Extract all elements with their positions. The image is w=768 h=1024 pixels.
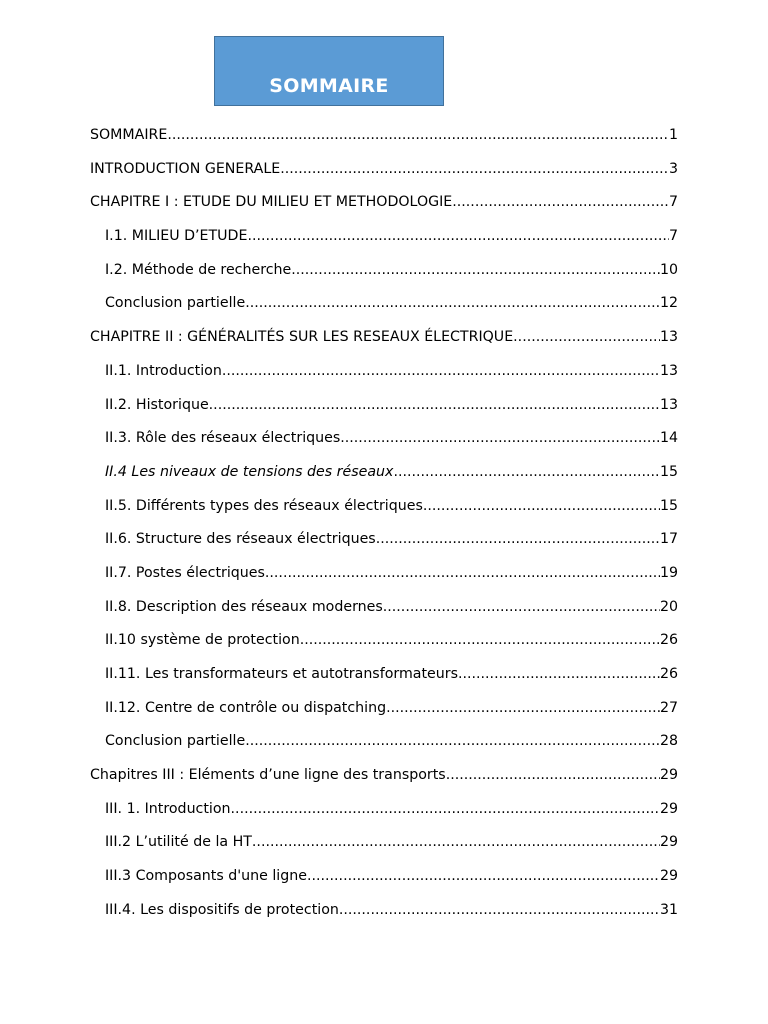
toc-entry-page-number: 29 (659, 834, 678, 851)
toc-entry-page-number: 15 (659, 497, 678, 514)
toc-entry[interactable] (90, 663, 678, 697)
toc-entry[interactable] (90, 697, 678, 731)
toc-entry[interactable] (90, 225, 678, 259)
toc-entry-page-number: 1 (668, 127, 678, 143)
toc-entry-page-number: 7 (668, 194, 678, 211)
toc-leader-dots (452, 191, 669, 213)
toc-entry-page-number: 13 (659, 329, 678, 346)
toc-entry-label: SOMMAIRE (90, 127, 168, 143)
toc-leader-dots (513, 326, 660, 348)
toc-entry-label: II.8. Description des réseaux modernes (105, 598, 383, 615)
toc-entry-label: I.2. Méthode de recherche (105, 261, 292, 278)
toc-entry-label: III.3 Composants d'une ligne (105, 868, 307, 885)
toc-entry[interactable] (90, 461, 678, 495)
toc-leader-dots (300, 629, 660, 651)
toc-entry-label: II.6. Structure des réseaux électriques (105, 531, 376, 548)
toc-entry-label: II.7. Postes électriques (105, 564, 265, 581)
toc-entry-label: I.1. MILIEU D’ETUDE (105, 228, 248, 245)
toc-leader-dots (209, 394, 660, 416)
toc-entry-label: II.10 système de protection (105, 632, 300, 649)
toc-entry-label: Conclusion partielle (105, 733, 246, 750)
toc-entry[interactable] (90, 798, 678, 832)
toc-entry[interactable] (90, 191, 678, 225)
toc-leader-dots (340, 427, 660, 449)
toc-leader-dots (291, 259, 660, 281)
toc-entry[interactable] (90, 730, 678, 764)
toc-leader-dots (222, 360, 660, 382)
toc-entry-page-number: 13 (659, 362, 678, 379)
toc-leader-dots (280, 158, 669, 180)
toc-entry[interactable] (90, 292, 678, 326)
toc-entry-label: III. 1. Introduction (105, 800, 231, 817)
toc-entry[interactable] (90, 259, 678, 293)
toc-leader-dots (383, 596, 660, 618)
toc-entry[interactable] (90, 596, 678, 630)
toc-entry-label: III.2 L’utilité de la HT (105, 834, 252, 851)
toc-leader-dots (247, 225, 669, 247)
toc-entry-page-number: 19 (659, 564, 678, 581)
toc-leader-dots (458, 663, 660, 685)
toc-entry-page-number: 14 (659, 430, 678, 447)
toc-entry-label: II.4 Les niveaux de tensions des réseaux (105, 463, 394, 480)
toc-entry-page-number: 31 (659, 901, 678, 918)
toc-leader-dots (265, 562, 660, 584)
toc-entry[interactable] (90, 326, 678, 360)
toc-entry-page-number: 26 (659, 666, 678, 682)
toc-leader-dots (245, 730, 660, 752)
toc-leader-dots (252, 831, 660, 853)
toc-entry-page-number: 20 (659, 598, 678, 615)
toc-entry-label: III.4. Les dispositifs de protection (105, 901, 339, 918)
toc-entry[interactable] (90, 831, 678, 865)
toc-entry-page-number: 29 (659, 767, 678, 784)
toc-entry-page-number: 29 (659, 868, 678, 885)
toc-entry[interactable] (90, 865, 678, 899)
toc-leader-dots (386, 697, 660, 719)
toc-entry-label: CHAPITRE II : GÉNÉRALITÉS SUR LES RESEAUX ÉLECTRIQUE (90, 329, 514, 346)
toc-entry-label: CHAPITRE I : ETUDE DU MILIEU ET METHODOLOGIE (90, 194, 453, 211)
toc-entry[interactable] (90, 427, 678, 461)
toc-leader-dots (307, 865, 660, 887)
toc-entry-page-number: 7 (668, 228, 678, 245)
toc-entry-label: II.1. Introduction (105, 362, 222, 379)
toc-entry-page-number: 10 (659, 261, 678, 278)
toc-leader-dots (376, 528, 660, 550)
toc-entry-page-number: 3 (668, 160, 678, 177)
toc-entry[interactable] (90, 394, 678, 428)
toc-entry-label: II.2. Historique (105, 396, 209, 413)
toc-entry-label: II.11. Les transformateurs et autotransformateurs (105, 666, 458, 682)
toc-entry[interactable] (90, 764, 678, 798)
toc-entry-label: Conclusion partielle (105, 295, 246, 312)
toc-entry-label: II.5. Différents types des réseaux électriques (105, 497, 423, 514)
toc-entry-page-number: 13 (659, 396, 678, 413)
toc-entry-label: INTRODUCTION GENERALE (90, 160, 281, 177)
toc-entry-page-number: 17 (659, 531, 678, 548)
toc-entry[interactable] (90, 528, 678, 562)
toc-entry-page-number: 29 (659, 800, 678, 817)
toc-entry-label: II.12. Centre de contrôle ou dispatching (105, 699, 387, 716)
page-title: SOMMAIRE (269, 75, 389, 97)
toc-leader-dots (339, 899, 660, 921)
toc-entry[interactable] (90, 360, 678, 394)
toc-entry[interactable] (90, 562, 678, 596)
toc-entry-label: II.3. Rôle des réseaux électriques (105, 430, 341, 447)
toc-entry-page-number: 26 (659, 632, 678, 649)
toc-entry[interactable] (90, 158, 678, 192)
toc-leader-dots (231, 798, 660, 820)
toc-leader-dots (423, 495, 660, 517)
table-of-contents (90, 124, 678, 933)
toc-entry[interactable] (90, 124, 678, 158)
toc-leader-dots (245, 292, 660, 314)
toc-leader-dots (393, 461, 660, 483)
title-box (214, 36, 444, 106)
toc-leader-dots (446, 764, 660, 786)
toc-leader-dots (167, 124, 669, 146)
toc-entry-page-number: 15 (659, 463, 678, 480)
toc-entry[interactable] (90, 629, 678, 663)
toc-entry[interactable] (90, 899, 678, 933)
toc-entry[interactable] (90, 495, 678, 529)
toc-entry-page-number: 27 (659, 699, 678, 716)
toc-entry-label: Chapitres III : Eléments d’une ligne des transports (90, 767, 446, 784)
toc-entry-page-number: 28 (659, 733, 678, 750)
toc-entry-page-number: 12 (659, 295, 678, 312)
